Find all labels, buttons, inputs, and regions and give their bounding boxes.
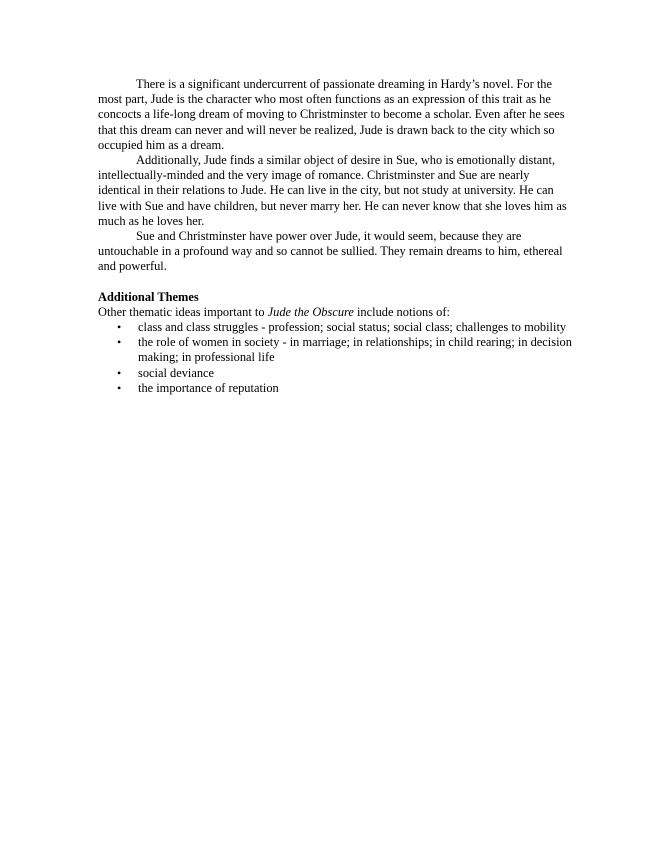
list-item [117, 320, 572, 335]
bullet-icon: • [117, 380, 122, 395]
document-page [98, 77, 572, 396]
section-heading: Additional Themes [98, 289, 199, 304]
bullet-icon: • [117, 320, 122, 335]
section-intro [98, 305, 572, 320]
body-paragraph-1: There is a significant undercurrent of passionate dreaming in Hardy’s novel. For the most part, Jude is the character who most often functions as an expression of this trait as he concocts a life-long dream of moving to Christminster to become a scholar. Even after he sees that this dream can never and will never be realized, Jude is drawn back to the city which so occupied him as a dream. [98, 77, 565, 152]
list-item [117, 335, 572, 365]
intro-text-after: include notions of: [353, 304, 450, 319]
body-paragraph-3: Sue and Christminster have power over Jude, it would seem, because they are untouchable in a profound way and so cannot be sullied. They remain dreams to him, ethereal and powerful. [98, 229, 563, 274]
list-item-text: the role of women in society - in marriage; in relationships; in child rearing; in decision making; in professional life [138, 335, 572, 365]
bullet-icon: • [117, 335, 122, 350]
list-item [117, 365, 572, 381]
list-item-text: the importance of reputation [138, 380, 279, 395]
list-item-text: class and class struggles - profession; social status; social class; challenges to mobility [138, 320, 567, 335]
body-paragraph-2: Additionally, Jude finds a similar object of desire in Sue, who is emotionally distant, intellectually-minded and the very image of romance. Christminster and Sue are nearly identical in their relations to Jude. He can live in the city, but not study at university. He can live with Sue and have children, but never marry her. He can never know that she loves him as much as he loves her. [98, 153, 567, 228]
themes-list [98, 320, 572, 396]
bullet-icon: • [117, 365, 122, 380]
list-item-text: social deviance [138, 365, 215, 380]
intro-text-before: Other thematic ideas important to [98, 304, 268, 319]
book-title: Jude the Obscure [267, 304, 354, 319]
list-item [117, 380, 572, 396]
